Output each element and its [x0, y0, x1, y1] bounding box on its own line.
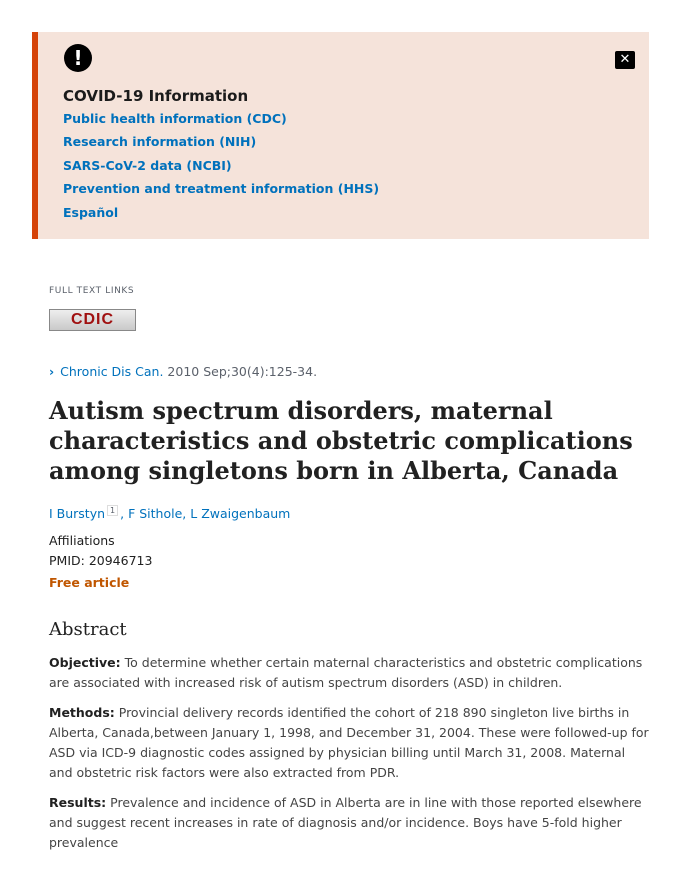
article-title: Autism spectrum disorders, maternal characteristics and obstetric complications among singletons born in Alberta, Canada: [49, 396, 633, 485]
journal-link[interactable]: Chronic Dis Can.: [60, 364, 164, 379]
abstract-methods: [49, 703, 649, 783]
cdic-logo-text: CDIC: [70, 311, 115, 328]
affiliation-marker[interactable]: 1: [107, 505, 118, 516]
covid-info-banner: [32, 32, 649, 239]
citation-details: 2010 Sep;30(4):125-34.: [167, 364, 318, 379]
link-ncbi[interactable]: SARS-CoV-2 data (NCBI): [63, 157, 232, 173]
close-banner-button[interactable]: ✕: [615, 51, 635, 69]
free-article-link[interactable]: Free article: [49, 575, 130, 590]
pmid: PMID: 20946713: [49, 553, 153, 568]
abstract-heading: Abstract: [49, 619, 127, 640]
banner-title: COVID-19 Information: [63, 87, 249, 105]
section-text: To determine whether certain maternal characteristics and obstetric complications are associated with increased risk of autism spectrum disorders (ASD) in children.: [49, 655, 643, 690]
link-espanol[interactable]: Español: [63, 204, 119, 220]
section-label: Methods:: [49, 705, 115, 720]
abstract-objective: [49, 653, 649, 693]
link-cdc[interactable]: Public health information (CDC): [63, 111, 287, 126]
abstract-results: [49, 793, 649, 853]
full-text-links-label: FULL TEXT LINKS: [49, 286, 135, 296]
affiliations-toggle[interactable]: Affiliations: [49, 533, 115, 548]
banner-links: [63, 110, 379, 227]
author-link[interactable]: L Zwaigenbaum: [190, 506, 291, 522]
section-text: Prevalence and incidence of ASD in Alberta are in line with those reported elsewhere and suggest recent increases in rate of diagnosis and/or incidence. Boys have 5-fold higher prevalence: [49, 795, 642, 850]
section-label: Results:: [49, 795, 107, 810]
chevron-right-icon: ›: [49, 364, 55, 379]
author-link[interactable]: I Burstyn: [49, 506, 106, 522]
section-label: Objective:: [49, 655, 121, 670]
author-list: I Burstyn $^1$ , F Sithole, L Zwaigenbaum: [49, 506, 291, 522]
section-text: Provincial delivery records identified the cohort of 218 890 singleton live births in Alberta, Canada,between January 1, 1998, and December 31, 2004. These were followed-up for ASD via ICD-9 diagnostic codes assigned by physician billing until March 31, 2008. Maternal and obstetric risk factors were also extracted from PDR.: [49, 705, 649, 780]
cdic-full-text-link[interactable]: [49, 309, 136, 331]
citation: [49, 364, 317, 380]
link-nih[interactable]: Research information (NIH): [63, 134, 257, 150]
author-link[interactable]: F Sithole: [128, 506, 183, 522]
link-hhs[interactable]: Prevention and treatment information (HHS): [63, 181, 380, 197]
exclamation-icon: !: [64, 44, 92, 72]
